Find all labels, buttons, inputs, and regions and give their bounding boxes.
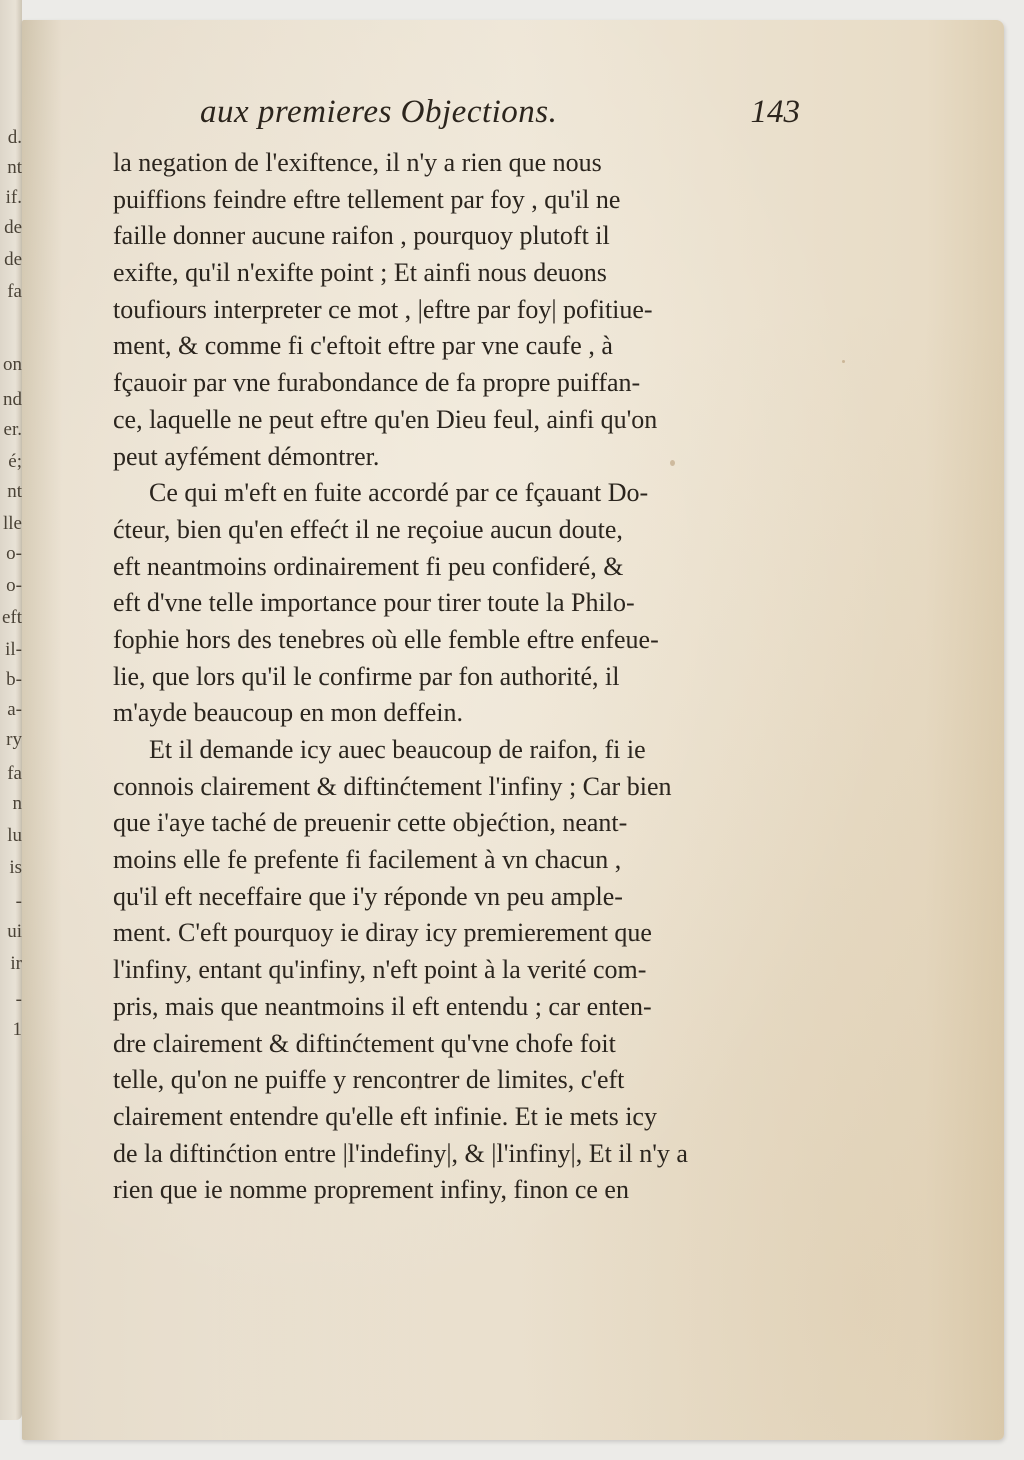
running-head: aux premieres Objections. — [200, 94, 558, 130]
adjacent-page-fragment: d. — [7, 128, 22, 147]
adjacent-page-fragment: de — [4, 218, 22, 237]
adjacent-page-fragment: b- — [6, 670, 22, 689]
adjacent-page-fragment: n — [12, 794, 22, 813]
text-line: qu'il eft neceffaire que i'y réponde vn peu ample- — [113, 881, 623, 911]
text-line: la negation de l'exiftence, il n'y a rien que nous — [113, 148, 602, 177]
text-line: dre clairement & diftinćtement qu'vne chofe foit — [113, 1028, 616, 1058]
adjacent-page-fragment: lle — [3, 514, 22, 533]
paragraph — [113, 732, 793, 1209]
adjacent-page-fragment: nd — [3, 390, 22, 409]
foxing-spot — [842, 360, 845, 363]
paragraph — [113, 145, 793, 475]
adjacent-page-fragment: ry — [6, 730, 22, 749]
text-line: moins elle fe prefente fi facilement à vn chacun , — [113, 845, 622, 875]
adjacent-page-fragment: 1 — [12, 1020, 22, 1039]
text-line: de la diftinćtion entre |l'indefiny|, & |l'infiny|, Et il n'y a — [113, 1138, 688, 1168]
text-line: m'ayde beaucoup en mon deffein. — [113, 698, 464, 728]
body-text — [113, 145, 793, 1209]
book-page — [22, 20, 1004, 1440]
adjacent-page-fragment: ir — [10, 954, 22, 973]
text-line: peut ayfément démontrer. — [113, 441, 380, 471]
adjacent-page-fragment: de — [4, 250, 22, 269]
adjacent-page-fragment: is — [9, 858, 22, 877]
adjacent-page-fragment: o- — [6, 576, 22, 595]
text-line: l'infiny, entant qu'infiny, n'eft point à la verité com- — [113, 955, 647, 985]
adjacent-page-fragment: - — [15, 990, 22, 1009]
text-line: puiffions feindre eftre tellement par foy , qu'il ne — [113, 184, 621, 214]
page-number: 143 — [750, 94, 800, 130]
adjacent-page-fragment: eft — [1, 608, 22, 627]
paragraph — [113, 475, 793, 732]
text-line: ment, & comme fi c'eftoit eftre par vne caufe , à — [113, 331, 613, 361]
text-line: telle, qu'on ne puiffe y rencontrer de limites, c'eft — [113, 1065, 625, 1095]
adjacent-page-fragment: fa — [7, 764, 22, 783]
text-line: lie, que lors qu'il le confirme par fon authorité, il — [113, 661, 620, 691]
adjacent-page-fragment: nt — [7, 158, 22, 177]
adjacent-page-fragment: é; — [8, 452, 22, 471]
text-line: eft d'vne telle importance pour tirer toute la Philo- — [113, 588, 635, 618]
text-line: clairement entendre qu'elle eft infinie. Et ie mets icy — [113, 1101, 657, 1131]
adjacent-page-fragment: il- — [5, 640, 22, 659]
text-line: ćteur, bien qu'en effećt il ne reçoiue aucun doute, — [113, 514, 623, 544]
text-line: fophie hors des tenebres où elle femble eftre enfeue- — [113, 624, 659, 654]
text-line: fçauoir par vne furabondance de fa propre puiffan- — [113, 368, 641, 398]
adjacent-page-fragment: nt — [7, 482, 22, 501]
adjacent-page-fragment: a- — [7, 700, 22, 719]
text-line: exifte, qu'il n'exifte point ; Et ainfi nous deuons — [113, 258, 607, 288]
adjacent-page-fragment: ui — [7, 922, 22, 941]
adjacent-page-fragment: o- — [6, 544, 22, 563]
adjacent-page-fragment: if. — [5, 188, 22, 207]
text-line: connois clairement & diftinćtement l'infiny ; Car bien — [113, 771, 672, 801]
text-line: faille donner aucune raifon , pourquoy plutoft il — [113, 221, 610, 251]
adjacent-page-fragment: fa — [7, 282, 22, 301]
text-line: Et il demande icy auec beaucoup de raifon, fi ie — [149, 735, 646, 764]
text-line: Ce qui m'eft en fuite accordé par ce fçauant Do- — [149, 478, 649, 508]
adjacent-page-fragment: er. — [3, 420, 22, 439]
text-line: rien que ie nomme proprement infiny, finon ce en — [113, 1175, 629, 1205]
adjacent-page-fragment: - — [15, 892, 22, 911]
text-line: ment. C'eft pourquoy ie diray icy premierement que — [113, 918, 652, 948]
text-line: ce, laquelle ne peut eftre qu'en Dieu feul, ainfi qu'on — [113, 404, 658, 434]
adjacent-page-fragment: lu — [7, 826, 22, 845]
text-line: eft neantmoins ordinairement fi peu confideré, & — [113, 551, 624, 581]
adjacent-page-edge — [0, 0, 22, 1420]
page-header — [200, 94, 800, 144]
text-line: que i'aye taché de preuenir cette objećtion, neant- — [113, 808, 628, 838]
text-line: toufiours interpreter ce mot , |eftre par foy| pofitiue- — [113, 294, 653, 324]
text-line: pris, mais que neantmoins il eft entendu ; car enten- — [113, 991, 652, 1021]
adjacent-page-fragment: on — [3, 355, 22, 374]
